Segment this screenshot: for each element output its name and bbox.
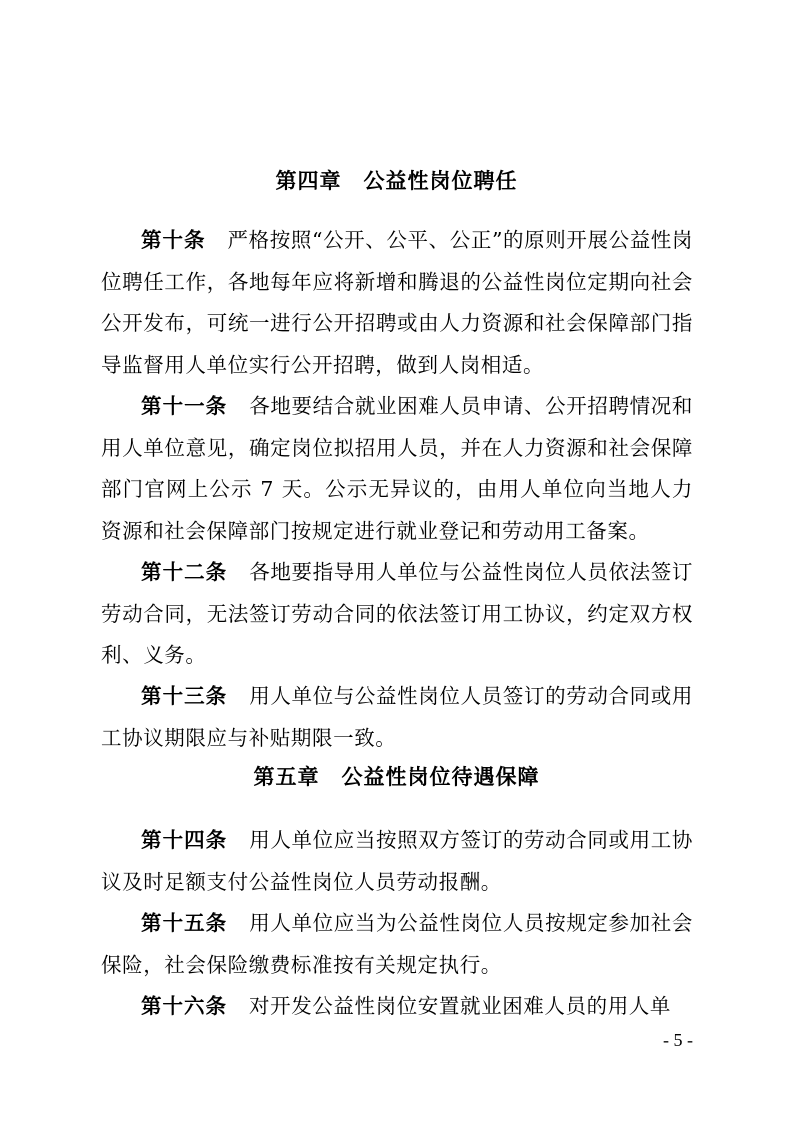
article-text: 各地要指导用人单位与公益性岗位人员依法签订劳动合同，无法签订劳动合同的依法签订用工协议，约定双方权利、义务。: [101, 560, 693, 667]
article-text: 用人单位应当为公益性岗位人员按规定参加社会保险，社会保险缴费标准按有关规定执行。: [101, 911, 693, 977]
article-text: 用人单位应当按照双方签订的劳动合同或用工协议及时足额支付公益性岗位人员劳动报酬。: [101, 828, 693, 894]
article-label: 第十条: [141, 228, 206, 252]
article-text: 用人单位与公益性岗位人员签订的劳动合同或用工协议期限应与补贴期限一致。: [101, 684, 693, 750]
article-12: [101, 552, 693, 677]
article-label: 第十三条: [141, 684, 228, 708]
article-label: 第十四条: [141, 828, 228, 852]
article-14: [101, 820, 693, 903]
chapter-title-5: 第五章 公益性岗位待遇保障: [253, 765, 540, 789]
article-11: [101, 386, 693, 552]
page-number: - 5 -: [663, 1030, 693, 1050]
article-label: 第十五条: [141, 911, 228, 935]
article-15: [101, 903, 693, 986]
article-text: 严格按照“公开、公平、公正”的原则开展公益性岗位聘任工作，各地每年应将新增和腾退的公益性岗位定期向社会公开发布，可统一进行公开招聘或由人力资源和社会保障部门指导监督用人单位实行公开招聘，做到人岗相适。: [101, 228, 694, 377]
article-text: 对开发公益性岗位安置就业困难人员的用人单: [249, 994, 671, 1018]
chapter-title-4: 第四章 公益性岗位聘任: [275, 169, 518, 193]
article-text: 各地要结合就业困难人员申请、公开招聘情况和用人单位意见，确定岗位拟招用人员，并在人力资源和社会保障部门官网上公示 7 天。公示无异议的，由用人单位向当地人力资源和社会保障部门按规定进行就业登记和劳动用工备案。: [101, 394, 693, 543]
article-label: 第十六条: [141, 994, 227, 1018]
article-13: [101, 676, 693, 759]
article-label: 第十一条: [141, 394, 228, 418]
article-10: [101, 220, 693, 386]
article-16: [101, 986, 693, 1028]
article-label: 第十二条: [141, 560, 228, 584]
